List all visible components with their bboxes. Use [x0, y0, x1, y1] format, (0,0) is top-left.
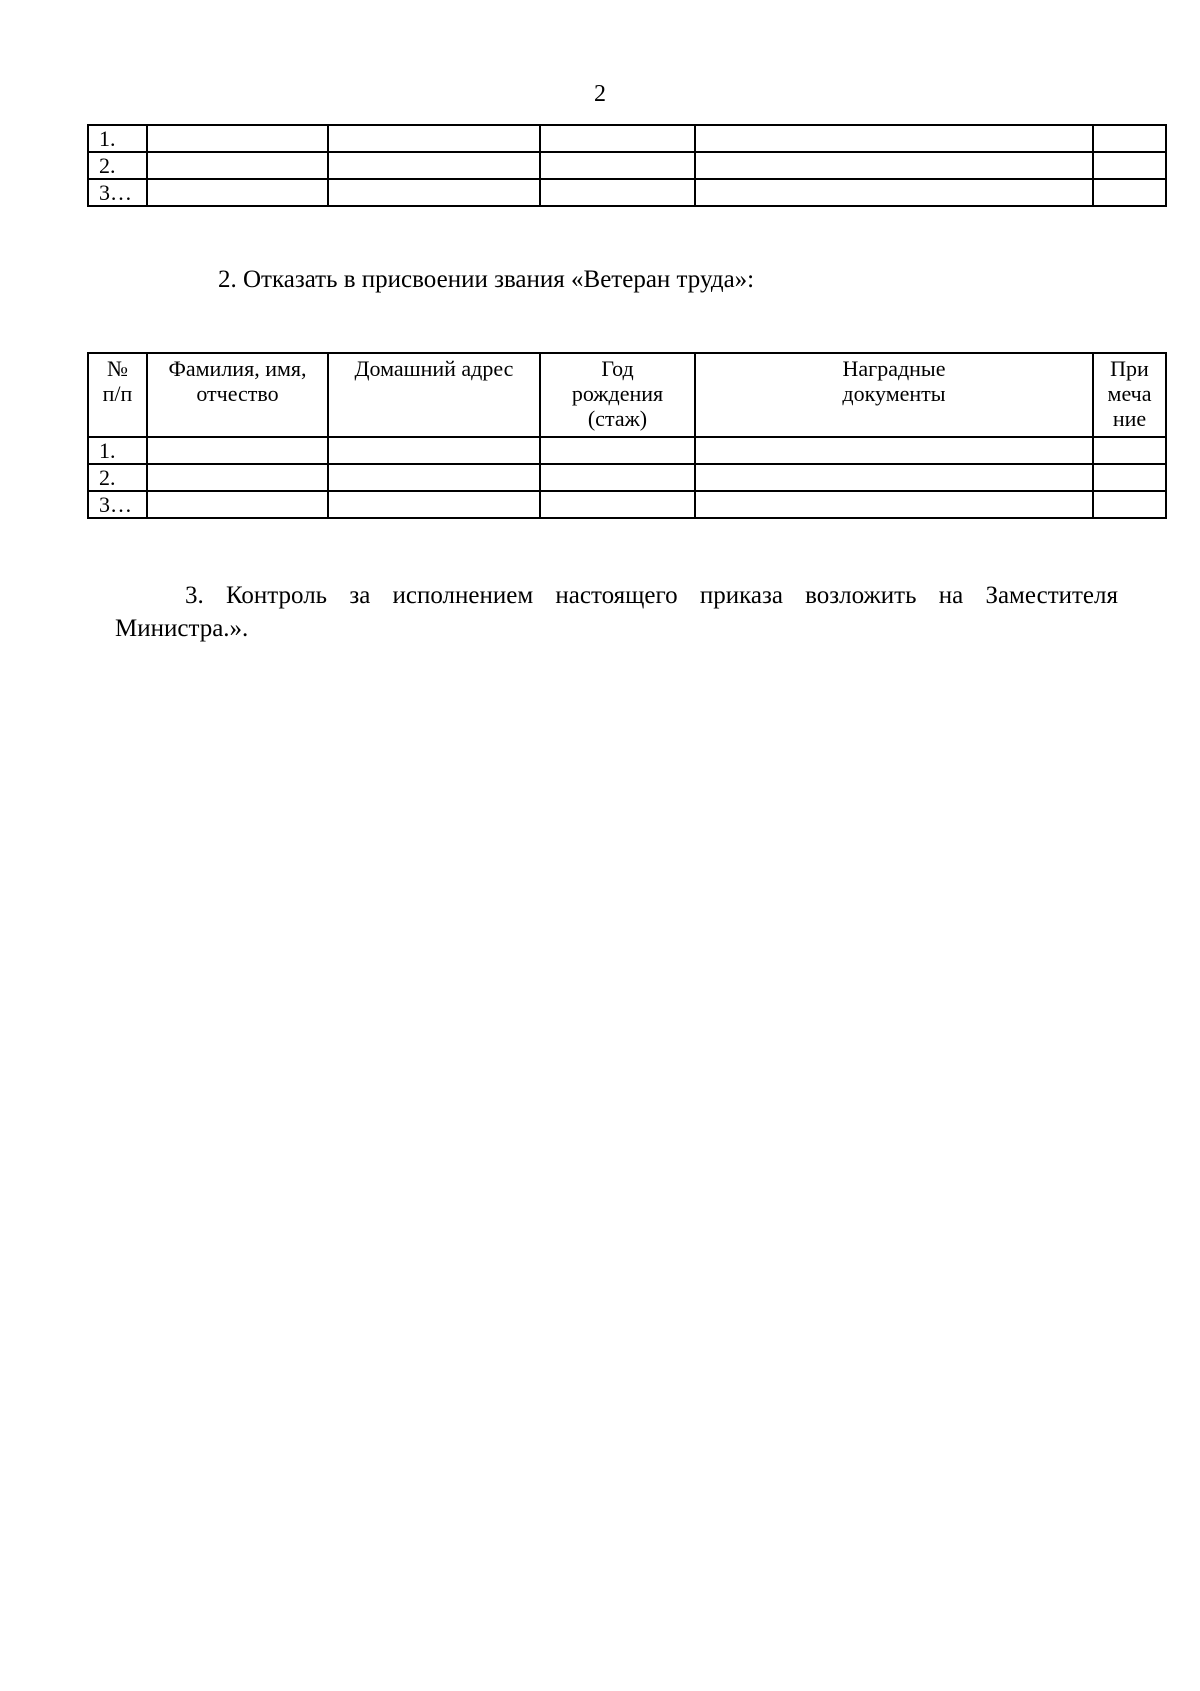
section-3-paragraph	[115, 579, 1118, 645]
note-cell	[1093, 152, 1166, 179]
header-line: документы	[842, 381, 946, 406]
section-2-heading: 2. Отказать в присвоении звания «Ветеран труда»:	[218, 266, 755, 293]
note-cell	[1093, 179, 1166, 206]
address-cell	[328, 464, 540, 491]
year-cell	[540, 179, 695, 206]
header-note	[1093, 353, 1166, 437]
awards-cell	[695, 437, 1093, 464]
header-line: Наградные	[842, 356, 946, 381]
name-cell	[147, 464, 328, 491]
header-number	[88, 353, 147, 437]
header-line: Фамилия, имя,	[168, 356, 307, 381]
note-cell	[1093, 125, 1166, 152]
year-cell	[540, 152, 695, 179]
table-row	[88, 464, 1166, 491]
note-cell	[1093, 464, 1166, 491]
table-row	[88, 152, 1166, 179]
year-cell	[540, 125, 695, 152]
awards-cell	[695, 152, 1093, 179]
awards-cell	[695, 491, 1093, 518]
row-number: 2.	[88, 464, 147, 491]
name-cell	[147, 125, 328, 152]
table-row	[88, 125, 1166, 152]
row-number: 2.	[88, 152, 147, 179]
continued-table	[87, 124, 1167, 207]
awards-cell	[695, 125, 1093, 152]
table-header-row	[88, 353, 1166, 437]
name-cell	[147, 179, 328, 206]
header-line: меча	[1107, 381, 1152, 406]
name-cell	[147, 152, 328, 179]
year-cell	[540, 491, 695, 518]
table-row	[88, 179, 1166, 206]
year-cell	[540, 464, 695, 491]
row-number: 3…	[88, 491, 147, 518]
header-line: рождения	[571, 381, 664, 406]
header-address	[328, 353, 540, 437]
header-line: Домашний адрес	[354, 356, 514, 381]
header-line: (стаж)	[587, 406, 648, 431]
row-number: 1.	[88, 125, 147, 152]
table-row	[88, 437, 1166, 464]
awards-cell	[695, 179, 1093, 206]
header-name	[147, 353, 328, 437]
year-cell	[540, 437, 695, 464]
header-awards	[695, 353, 1093, 437]
row-number: 3…	[88, 179, 147, 206]
note-cell	[1093, 491, 1166, 518]
address-cell	[328, 437, 540, 464]
name-cell	[147, 437, 328, 464]
table-row	[88, 491, 1166, 518]
header-line: №	[107, 356, 128, 381]
header-line: п/п	[102, 381, 133, 406]
address-cell	[328, 152, 540, 179]
address-cell	[328, 125, 540, 152]
refusal-table	[87, 352, 1167, 519]
header-line: отчество	[196, 381, 279, 406]
row-number: 1.	[88, 437, 147, 464]
header-year	[540, 353, 695, 437]
header-line: Год	[601, 356, 634, 381]
header-line: ние	[1112, 406, 1147, 431]
header-line: При	[1110, 356, 1149, 381]
note-cell	[1093, 437, 1166, 464]
name-cell	[147, 491, 328, 518]
address-cell	[328, 179, 540, 206]
paragraph-line: 3. Контроль за исполнением настоящего приказа возложить на Заместителя	[185, 582, 1118, 609]
paragraph-line: Министра.».	[115, 615, 249, 642]
address-cell	[328, 491, 540, 518]
awards-cell	[695, 464, 1093, 491]
page-number: 2	[594, 81, 606, 107]
